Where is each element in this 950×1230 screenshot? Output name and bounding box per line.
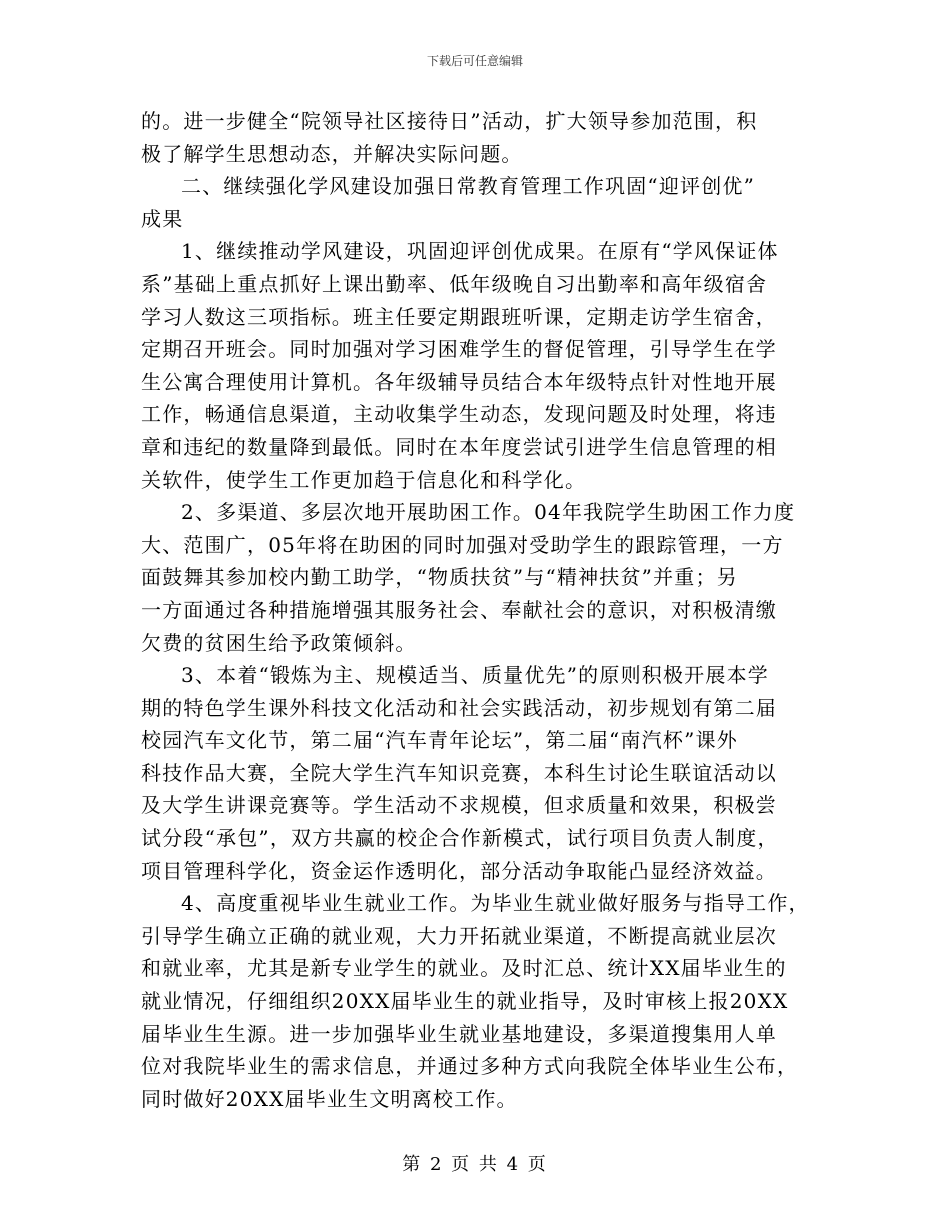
page-footer: 第 2 页 共 4 页 — [402, 1154, 548, 1175]
text-line: 章和违纪的数量降到最低。同时在本年度尝试引进学生信息管理的相 — [141, 434, 777, 459]
text-line: 就业情况，仔细组织20XX届毕业生的就业指导，及时审核上报20XX — [141, 989, 789, 1014]
text-line: 引导学生确立正确的就业观，大力开拓就业渠道，不断提高就业层次 — [141, 923, 777, 948]
text-line: 工作，畅通信息渠道，主动收集学生动态，发现问题及时处理，将违 — [141, 402, 777, 427]
paragraph-first-line: 二、继续强化学风建设加强日常教育管理工作巩固“迎评创优” — [181, 174, 756, 199]
text-line: 极了解学生思想动态，并解决实际问题。 — [141, 141, 523, 166]
text-line: 项目管理科学化，资金运作透明化，部分活动争取能凸显经济效益。 — [141, 858, 777, 883]
text-line: 科技作品大赛，全院大学生汽车知识竞赛，本科生讨论生联谊活动以 — [141, 760, 777, 785]
document-body — [141, 105, 821, 1115]
paragraph-first-line: 2、多渠道、多层次地开展助困工作。04年我院学生助困工作力度 — [181, 500, 796, 525]
text-line: 校园汽车文化节，第二届“汽车青年论坛”，第二届“南汽杯”课外 — [141, 728, 738, 753]
text-line: 大、范围广，05年将在助困的同时加强对受助学生的跟踪管理，一方 — [141, 532, 784, 557]
text-line: 同时做好20XX届毕业生文明离校工作。 — [141, 1086, 518, 1111]
paragraph-first-line: 4、高度重视毕业生就业工作。为毕业生就业做好服务与指导工作， — [181, 891, 810, 916]
text-line: 位对我院毕业生的需求信息，并通过多种方式向我院全体毕业生公布， — [141, 1054, 799, 1079]
text-line: 及大学生讲课竞赛等。学生活动不求规模，但求质量和效果，积极尝 — [141, 793, 777, 818]
text-line: 和就业率，尤其是新专业学生的就业。及时汇总、统计XX届毕业生的 — [141, 956, 787, 981]
text-line: 欠费的贫困生给予政策倾斜。 — [141, 630, 417, 655]
text-line: 的。进一步健全“院领导社区接待日”活动，扩大领导参加范围，积 — [141, 109, 758, 133]
paragraph-first-line: 3、本着“锻炼为主、规模适当、质量优先”的原则积极开展本学 — [181, 663, 769, 688]
page-header: 下载后可任意编辑 — [426, 54, 523, 68]
text-line: 关软件，使学生工作更加趋于信息化和科学化。 — [141, 467, 587, 492]
text-line: 成果 — [141, 206, 184, 231]
paragraph-first-line: 1、继续推动学风建设，巩固迎评创优成果。在原有“学风保证体 — [181, 239, 779, 264]
text-line: 定期召开班会。同时加强对学习困难学生的督促管理，引导学生在学 — [141, 337, 777, 362]
text-line: 届毕业生生源。进一步加强毕业生就业基地建设，多渠道搜集用人单 — [141, 1021, 777, 1046]
text-line: 系”基础上重点抓好上课出勤率、低年级晚自习出勤率和高年级宿舍 — [141, 271, 768, 296]
text-line: 期的特色学生课外科技文化活动和社会实践活动，初步规划有第二届 — [141, 695, 777, 720]
text-line: 学习人数这三项指标。班主任要定期跟班听课，定期走访学生宿舍， — [141, 304, 777, 329]
text-line: 面鼓舞其参加校内勤工助学，“物质扶贫”与“精神扶贫”并重；另 — [141, 565, 738, 590]
text-line: 一方面通过各种措施增强其服务社会、奉献社会的意识，对积极清缴 — [141, 597, 777, 622]
text-line: 试分段“承包”，双方共赢的校企合作新模式，试行项目负责人制度， — [141, 826, 779, 851]
text-line: 生公寓合理使用计算机。各年级辅导员结合本年级特点针对性地开展 — [141, 369, 777, 394]
